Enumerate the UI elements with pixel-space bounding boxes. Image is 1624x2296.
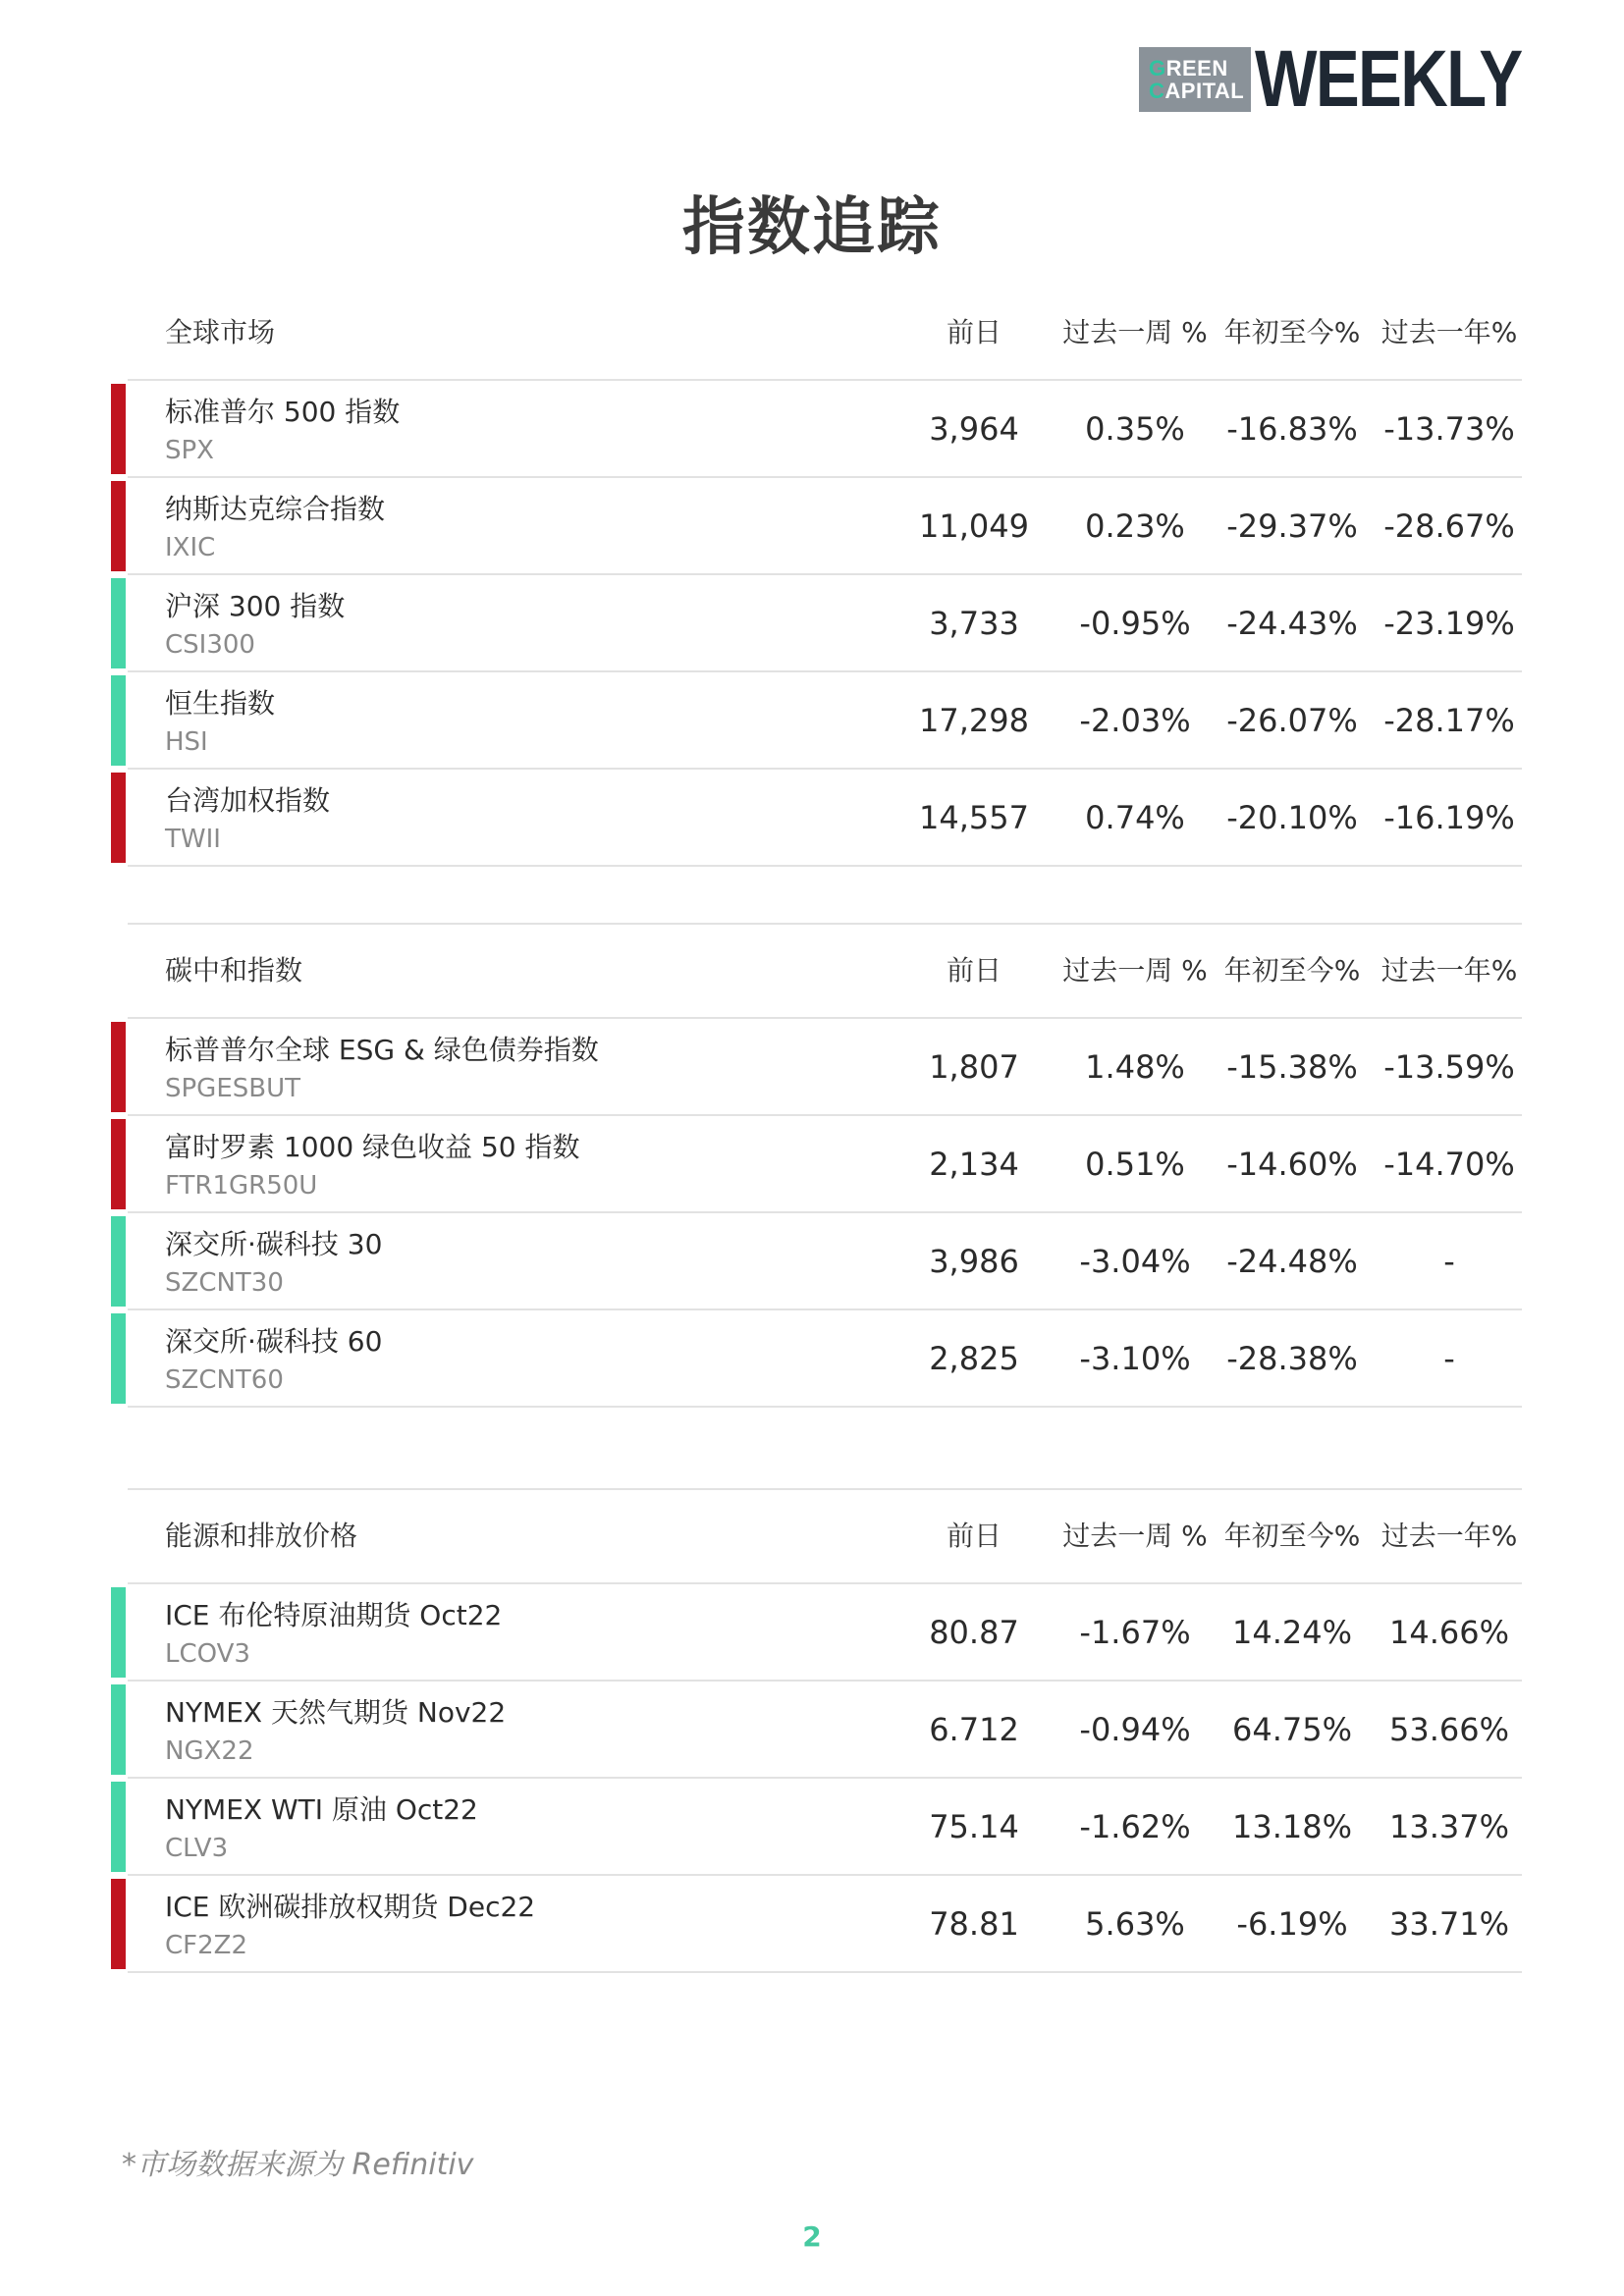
table-row — [0, 1876, 1624, 1973]
trend-marker — [111, 1022, 126, 1112]
year-change: -13.59% — [1383, 1048, 1515, 1086]
table-row — [0, 1310, 1624, 1408]
table-row — [0, 1213, 1624, 1310]
prev-value: 17,298 — [919, 702, 1029, 739]
table-row — [0, 1682, 1624, 1779]
ytd-change: 14.24% — [1231, 1614, 1352, 1651]
ytd-change: -24.43% — [1226, 605, 1358, 642]
week-change: -1.67% — [1079, 1614, 1191, 1651]
index-name: 富时罗素 1000 绿色收益 50 指数 — [165, 1131, 580, 1163]
trend-marker — [111, 1782, 126, 1872]
prev-value: 1,807 — [929, 1048, 1019, 1086]
index-code: TWII — [165, 825, 221, 854]
divider — [128, 1406, 1522, 1408]
ytd-change: 64.75% — [1231, 1711, 1352, 1748]
week-change: -3.04% — [1079, 1243, 1191, 1280]
week-change: -3.10% — [1079, 1340, 1191, 1377]
week-change: -2.03% — [1079, 702, 1191, 739]
divider — [128, 865, 1522, 867]
index-name: 标准普尔 500 指数 — [165, 396, 401, 428]
ytd-change: -29.37% — [1226, 507, 1358, 545]
header-year: 过去一年% — [1380, 316, 1518, 348]
trend-marker — [111, 1119, 126, 1209]
divider — [128, 1971, 1522, 1973]
prev-value: 11,049 — [919, 507, 1029, 545]
logo-badge — [1139, 47, 1251, 112]
table-row — [0, 1584, 1624, 1682]
week-change: -0.95% — [1079, 605, 1191, 642]
year-change: -13.73% — [1383, 410, 1515, 448]
index-name: ICE 布伦特原油期货 Oct22 — [165, 1599, 503, 1631]
prev-value: 3,986 — [929, 1243, 1019, 1280]
prev-value: 2,134 — [929, 1146, 1019, 1183]
table-row — [0, 575, 1624, 672]
logo-line-capital: CAPITAL — [1149, 79, 1245, 103]
index-code: SPX — [165, 436, 214, 465]
brand-logo — [1139, 34, 1580, 124]
week-change: 0.74% — [1085, 799, 1185, 836]
table-header — [0, 923, 1624, 1019]
year-change: 33.71% — [1388, 1905, 1509, 1943]
index-code: CF2Z2 — [165, 1931, 248, 1960]
index-name: 沪深 300 指数 — [165, 590, 346, 622]
ytd-change: -16.83% — [1226, 410, 1358, 448]
ytd-change: -26.07% — [1226, 702, 1358, 739]
index-code: CSI300 — [165, 630, 255, 660]
index-name: 深交所·碳科技 30 — [165, 1228, 383, 1260]
index-name: 标普普尔全球 ESG & 绿色债券指数 — [165, 1034, 599, 1066]
header-name: 能源和排放价格 — [165, 1520, 358, 1552]
trend-marker — [111, 1684, 126, 1775]
week-change: -1.62% — [1079, 1808, 1191, 1845]
prev-value: 14,557 — [919, 799, 1029, 836]
header-prev: 前日 — [946, 1520, 1001, 1552]
index-code: SZCNT30 — [165, 1268, 284, 1298]
header-year: 过去一年% — [1380, 1520, 1518, 1552]
table-row — [0, 381, 1624, 478]
footnote: *市场数据来源为 Refinitiv — [122, 2148, 474, 2182]
header-name: 全球市场 — [165, 316, 276, 348]
week-change: 1.48% — [1085, 1048, 1185, 1086]
page-number: 2 — [802, 2220, 822, 2253]
week-change: 0.23% — [1085, 507, 1185, 545]
trend-marker — [111, 481, 126, 571]
trend-marker — [111, 384, 126, 474]
ytd-change: -28.38% — [1226, 1340, 1358, 1377]
header-ytd: 年初至今% — [1223, 954, 1361, 987]
trend-marker — [111, 1313, 126, 1404]
table-row — [0, 1019, 1624, 1116]
table-row — [0, 672, 1624, 770]
index-code: IXIC — [165, 533, 216, 562]
index-name: ICE 欧洲碳排放权期货 Dec22 — [165, 1891, 536, 1923]
prev-value: 75.14 — [929, 1808, 1019, 1845]
week-change: 0.51% — [1085, 1146, 1185, 1183]
index-code: CLV3 — [165, 1834, 229, 1863]
logo-wordmark: WEEKLY — [1255, 34, 1522, 124]
ytd-change: -24.48% — [1226, 1243, 1358, 1280]
year-change: 14.66% — [1388, 1614, 1509, 1651]
header-year: 过去一年% — [1380, 954, 1518, 987]
header-name: 碳中和指数 — [165, 954, 303, 987]
table-row — [0, 770, 1624, 867]
trend-marker — [111, 1879, 126, 1969]
header-prev: 前日 — [946, 954, 1001, 987]
table-row — [0, 478, 1624, 575]
header-week: 过去一周 % — [1062, 316, 1208, 348]
logo-line-green: GREEN — [1149, 56, 1228, 80]
table-header — [0, 1488, 1624, 1584]
week-change: 0.35% — [1085, 410, 1185, 448]
prev-value: 80.87 — [929, 1614, 1019, 1651]
year-change: -28.17% — [1383, 702, 1515, 739]
year-change: -16.19% — [1383, 799, 1515, 836]
table-row — [0, 1779, 1624, 1876]
prev-value: 78.81 — [929, 1905, 1019, 1943]
trend-marker — [111, 578, 126, 668]
index-name: 深交所·碳科技 60 — [165, 1325, 383, 1358]
ytd-change: -6.19% — [1236, 1905, 1348, 1943]
ytd-change: 13.18% — [1231, 1808, 1352, 1845]
index-code: SZCNT60 — [165, 1365, 284, 1395]
prev-value: 2,825 — [929, 1340, 1019, 1377]
index-code: NGX22 — [165, 1736, 254, 1766]
trend-marker — [111, 1587, 126, 1678]
header-prev: 前日 — [946, 316, 1001, 348]
year-change: - — [1443, 1340, 1455, 1377]
ytd-change: -14.60% — [1226, 1146, 1358, 1183]
year-change: -14.70% — [1383, 1146, 1515, 1183]
trend-marker — [111, 675, 126, 766]
header-week: 过去一周 % — [1062, 1520, 1208, 1552]
prev-value: 3,964 — [929, 410, 1019, 448]
ytd-change: -20.10% — [1226, 799, 1358, 836]
index-code: LCOV3 — [165, 1639, 250, 1669]
index-code: HSI — [165, 727, 208, 757]
week-change: -0.94% — [1079, 1711, 1191, 1748]
index-name: 台湾加权指数 — [165, 784, 331, 817]
ytd-change: -15.38% — [1226, 1048, 1358, 1086]
trend-marker — [111, 773, 126, 863]
prev-value: 6.712 — [929, 1711, 1019, 1748]
trend-marker — [111, 1216, 126, 1307]
index-name: NYMEX 天然气期货 Nov22 — [165, 1696, 507, 1729]
year-change: -28.67% — [1383, 507, 1515, 545]
table-global-market — [0, 285, 1624, 867]
header-ytd: 年初至今% — [1223, 316, 1361, 348]
index-code: SPGESBUT — [165, 1074, 301, 1103]
year-change: - — [1443, 1243, 1455, 1280]
table-carbon-neutral — [0, 923, 1624, 1408]
prev-value: 3,733 — [929, 605, 1019, 642]
index-name: NYMEX WTI 原油 Oct22 — [165, 1793, 478, 1826]
year-change: 53.66% — [1388, 1711, 1509, 1748]
year-change: -23.19% — [1383, 605, 1515, 642]
header-week: 过去一周 % — [1062, 954, 1208, 987]
index-code: FTR1GR50U — [165, 1171, 318, 1201]
page-title: 指数追踪 — [682, 191, 942, 264]
week-change: 5.63% — [1085, 1905, 1185, 1943]
table-energy-emission — [0, 1488, 1624, 1973]
index-name: 恒生指数 — [165, 687, 276, 720]
table-header — [0, 285, 1624, 381]
year-change: 13.37% — [1388, 1808, 1509, 1845]
header-ytd: 年初至今% — [1223, 1520, 1361, 1552]
table-row — [0, 1116, 1624, 1213]
index-name: 纳斯达克综合指数 — [165, 493, 386, 525]
